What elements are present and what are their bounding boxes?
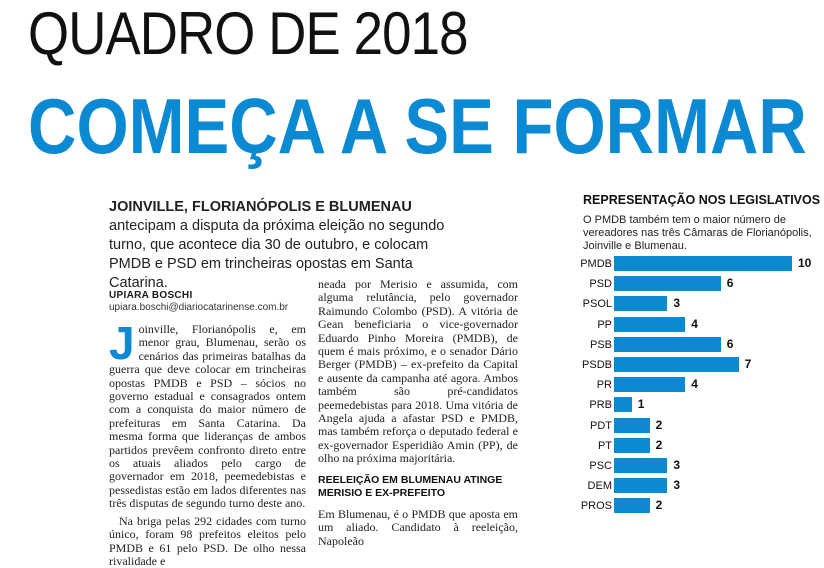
bar [614,397,632,412]
lead-bold: JOINVILLE, FLORIANÓPOLIS E BLUMENAU [109,199,412,215]
category-label: PSC [589,460,612,472]
article-column-1 [109,317,306,568]
category-label: DEM [587,480,612,493]
value-label: 3 [673,478,681,493]
value-label: 2 [655,437,663,452]
drop-cap: J [109,317,135,369]
value-label: 3 [673,296,681,311]
value-label: 4 [691,377,698,392]
paragraph-text: oinville, Florianópolis e, em menor grau, Blumenau, serão os cenários das primeiras batalhas da guerra que deve colocar em trincheiras opostas PMDB e PSD – sócios no governo estadual e consagrados ontem com a conquista do maior número de prefeituras em Santa Catarina. Da mesma forma que lideranças de ambos partidos prevêem confronto direto entre os atuais aliados pelo cargo de governador em 2018, peemedebistas e pessedistas estão em lados diferentes nas três disputas de segundo turno deste ano. [109,322,306,511]
category-label: PSDB [582,359,612,371]
chart-row [560,294,824,315]
category-label: PR [596,379,612,392]
bar [614,357,739,372]
chart-row [560,476,824,497]
value-label: 2 [655,417,663,432]
chart-row [560,274,824,295]
value-label: 3 [673,458,681,472]
chart-row [560,456,824,477]
bar [614,377,685,392]
bar [614,478,667,493]
byline-email: upiara.boschi@diariocatarinense.com.br [109,302,289,313]
chart-row [560,436,824,457]
category-label: PRB [589,399,612,412]
chart-row [560,496,824,517]
bar [614,276,721,291]
value-label: 4 [691,316,698,331]
chart-row [560,416,824,437]
bar [614,498,650,513]
category-label: PROS [580,500,612,513]
chart-row [560,395,824,416]
byline-author: UPIARA BOSCHI [109,290,193,301]
category-label: PMDB [580,258,612,270]
category-label: PSOL [582,298,612,311]
value-label: 10 [798,256,812,270]
category-label: PDT [590,419,612,432]
bar [614,256,792,271]
headline-line-1: QUADRO DE 2018 [28,0,468,67]
headline-line-2: COMEÇA A SE FORMAR [28,82,807,170]
bar [614,337,721,352]
chart-row [560,335,824,356]
bar [614,418,650,433]
lead-text: antecipam a disputa da próxima eleição no segundo turno, que acontece dia 30 de outubro, e colocam PMDB e PSD em trincheiras opostas em Santa Catarina. [109,218,445,291]
category-label: PT [597,439,612,452]
chart-title: REPRESENTAÇÃO NOS LEGISLATIVOS [583,193,821,207]
article-paragraph: Na briga pelas 292 cidades com turno único, foram 98 prefeitos eleitos pelo PMDB e 61 pelo PSD. De olho nessa rivalidade e [109,513,306,568]
article-paragraph: neada por Merisio e assumida, com alguma relutância, pelo governador Raimundo Colombo (PSD). A vitória de Gean beneficiaria o vice-governador Eduardo Pinho Moreira (PMDB), de quem é mais próximo, e o senador Dário Berger (PMDB) – ex-prefeito da Capital e ausente da campanha até agora. Ambos também são pré-candidatos peemedebistas para 2018. Uma vitória de Angela ajuda a afastar PSD e PMDB, mas também reforça o deputado federal e ex-governador Esperidião Amin (PP), de olho na próxima majoritária. [318,277,518,466]
bar-chart [560,254,824,515]
chart-subtitle: O PMDB também tem o maior número de vereadores nas três Câmaras de Florianópolis, Joinville e Blumenau. [583,214,812,252]
article-paragraph [109,317,306,511]
bar [614,296,667,311]
category-label: PP [597,318,612,331]
bar [614,317,685,332]
value-label: 7 [744,357,752,371]
article-column-2 [318,278,518,548]
category-label: PSD [589,278,612,291]
chart-row [560,254,824,275]
chart-row [560,315,824,336]
value-label: 6 [726,336,734,351]
chart-row [560,375,824,396]
article-paragraph: Em Blumenau, é o PMDB que aposta em um aliado. Candidato à reeleição, Napoleão [318,506,518,548]
category-label: PSB [589,338,612,351]
value-label: 1 [637,397,645,412]
bar [614,438,650,453]
bar [614,458,667,473]
chart-row [560,355,824,376]
value-label: 2 [655,498,663,513]
value-label: 6 [726,276,734,291]
subheading: REELEIÇÃO EM BLUMENAU ATINGE MERISIO E EX-PREFEITO [318,473,503,499]
